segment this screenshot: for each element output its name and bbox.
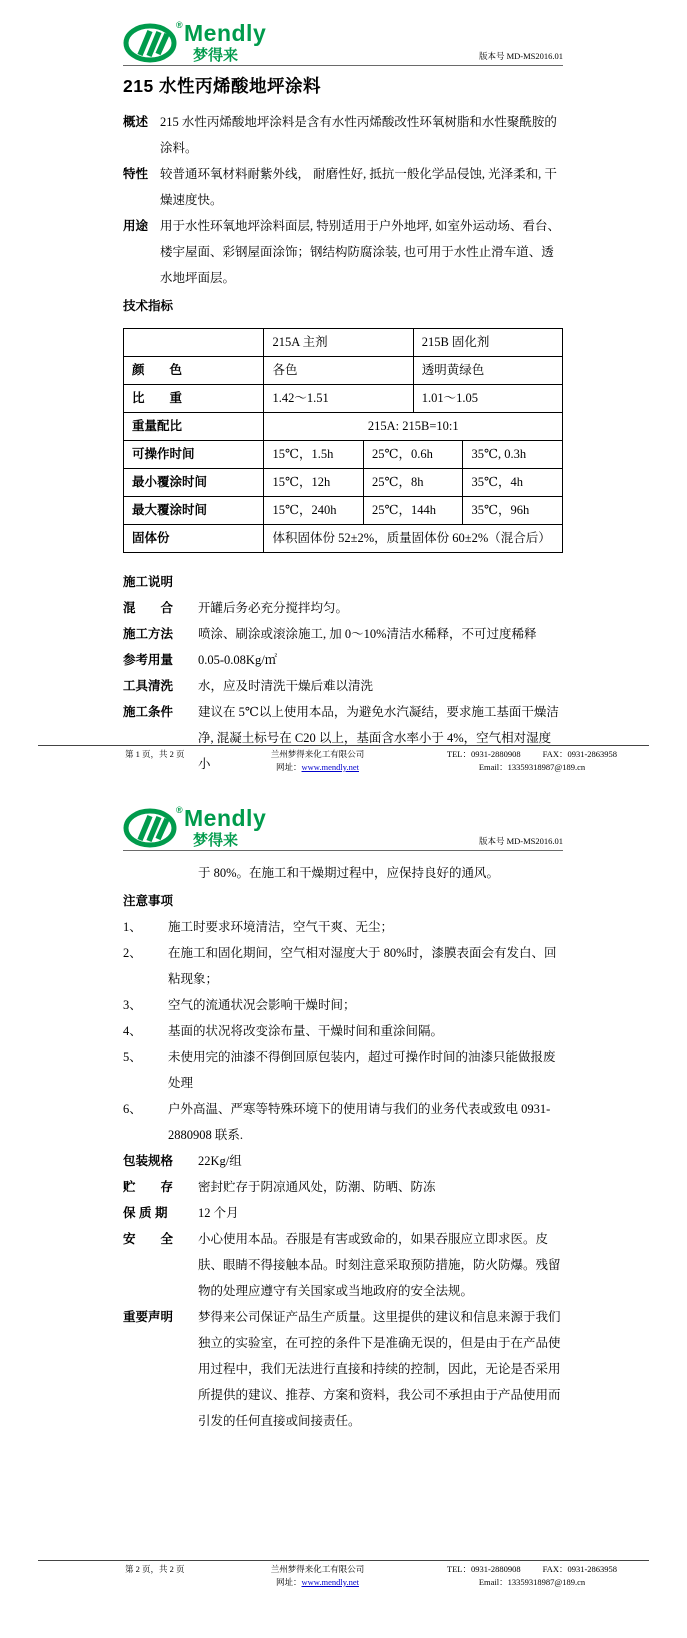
section-text: 较普通环氧材料耐紫外线， 耐磨性好, 抵抗一般化学品侵蚀, 光泽柔和, 干燥速度快。: [160, 167, 557, 207]
precautions-heading: 注意事项: [123, 894, 174, 908]
page-footer: [38, 745, 649, 773]
logo-wordmark: Mendly: [184, 20, 267, 46]
item-number: 4、: [123, 1024, 142, 1038]
document-page-1: [0, 0, 687, 779]
item-label: 包装规格: [123, 1154, 174, 1168]
table-row-label: 最小覆涂时间: [124, 469, 264, 497]
item-text: 喷涂、刷涂或滚涂施工, 加 0～10%清洁水稀释，不可过度稀释: [198, 627, 537, 641]
table-cell: 15℃，240h: [264, 497, 364, 525]
fax-number: FAX：0931-2863958: [542, 749, 618, 759]
table-cell: 215A: 215B=10:1: [264, 413, 563, 441]
table-cell: 体积固体份 52±2%，质量固体份 60±2%（混合后）: [264, 525, 563, 553]
mendly-logo: [123, 18, 283, 64]
logo-chinese-name: 梦得来: [193, 832, 239, 849]
table-cell: 25℃，144h: [363, 497, 463, 525]
table-cell: 透明黄绿色: [413, 357, 562, 385]
item-text: 22Kg/组: [198, 1154, 242, 1168]
tech-specs-heading: 技术指标: [123, 299, 174, 313]
version-label: 版本号 MD-MS2016.01: [478, 836, 563, 846]
page-number: 第 1 页，共 2 页: [125, 749, 185, 759]
construction-item-dosage: [123, 647, 563, 673]
table-row: [124, 441, 563, 469]
logo-wordmark: Mendly: [184, 805, 267, 831]
table-cell: 15℃，1.5h: [264, 441, 364, 469]
section-label: 特性: [123, 167, 149, 181]
spec-packaging: [123, 1148, 563, 1174]
item-number: 2、: [123, 946, 142, 960]
email-address: Email：13359318987@189.cn: [478, 761, 586, 772]
table-row: [124, 497, 563, 525]
item-number: 3、: [123, 998, 142, 1012]
item-number: 5、: [123, 1050, 142, 1064]
website-label: 网址：: [276, 761, 302, 772]
table-row-label: 重量配比: [124, 413, 264, 441]
item-label: 混 合: [123, 601, 174, 615]
item-text: 基面的状况将改变涂布量、干燥时间和重涂间隔。: [168, 1024, 444, 1038]
tel-number: TEL：0931-2880908: [446, 1564, 521, 1574]
table-cell: 各色: [264, 357, 413, 385]
item-text: 施工时要求环境清洁，空气干爽、无尘；: [168, 920, 394, 934]
tel-number: TEL：0931-2880908: [446, 749, 521, 759]
item-text: 水，应及时清洗干燥后难以清洗: [198, 679, 374, 693]
table-cell-215b-header: 215B 固化剂: [413, 329, 562, 357]
section-text: 用于水性环氧地坪涂料面层, 特别适用于户外地坪, 如室外运动场、看台、楼宇屋面、彩钢屋面涂饰；钢结构防腐涂装, 也可用于水性止滑车道、透水地坪面层。: [160, 219, 561, 285]
item-label: 安 全: [123, 1232, 174, 1246]
item-label: 重要声明: [123, 1310, 174, 1324]
item-label: 工具清洗: [123, 679, 174, 693]
construction-heading: 施工说明: [123, 575, 174, 589]
logo-chinese-name: 梦得来: [193, 47, 239, 64]
section-label: 用途: [123, 219, 149, 233]
item-number: 6、: [123, 1102, 142, 1116]
item-label: 参考用量: [123, 653, 174, 667]
table-row: [124, 385, 563, 413]
table-cell: 1.42～1.51: [264, 385, 413, 413]
page-footer: [38, 1560, 649, 1588]
table-cell: 1.01～1.05: [413, 385, 562, 413]
logo-stripes-icon: [140, 31, 167, 56]
table-row-label: 最大覆涂时间: [124, 497, 264, 525]
table-cell: 35℃, 0.3h: [463, 441, 563, 469]
document-page-2: [0, 779, 687, 1638]
section-text: 215 水性丙烯酸地坪涂料是含有水性丙烯酸改性环氧树脂和水性聚酰胺的涂料。: [160, 115, 557, 155]
item-text: 建议在 5℃以上使用本品，为避免水汽凝结，要求施工基面干燥洁净, 混凝土标号在 C20 以上，基面含水率小于 4%，空气相对湿度小: [198, 705, 559, 771]
item-text: 0.05-0.08Kg/㎡: [198, 653, 278, 667]
item-text: 12 个月: [198, 1206, 239, 1220]
table-row: [124, 413, 563, 441]
table-row: [124, 357, 563, 385]
website-link[interactable]: www.mendly.net: [301, 1576, 359, 1587]
company-name: 兰州梦得来化工有限公司: [270, 1564, 365, 1574]
table-cell: 35℃，4h: [463, 469, 563, 497]
table-cell-215a-header: 215A 主剂: [264, 329, 413, 357]
page-number: 第 2 页，共 2 页: [125, 1564, 185, 1574]
item-text: 未使用完的油漆不得倒回原包装内，超过可操作时间的油漆只能做报废处理: [168, 1050, 556, 1090]
table-cell: 25℃，8h: [363, 469, 463, 497]
website-label: 网址：: [276, 1576, 302, 1587]
continuation-text: 于 80%。在施工和干燥期过程中，应保持良好的通风。: [198, 866, 500, 880]
precaution-item: [123, 1044, 563, 1096]
item-label: 施工条件: [123, 705, 174, 719]
precaution-item: [123, 1018, 563, 1044]
item-text: 空气的流通状况会影响干燥时间；: [168, 998, 356, 1012]
item-label: 贮 存: [123, 1180, 174, 1194]
spec-storage: [123, 1174, 563, 1200]
table-cell: [124, 329, 264, 357]
spec-safety: [123, 1226, 563, 1304]
item-label: 施工方法: [123, 627, 174, 641]
table-row: [124, 525, 563, 553]
precaution-item: [123, 940, 563, 992]
page-header: [123, 779, 563, 851]
table-cell: 15℃，12h: [264, 469, 364, 497]
section-usage: [123, 213, 563, 291]
construction-item-cleaning: [123, 673, 563, 699]
table-cell: 35℃，96h: [463, 497, 563, 525]
section-features: [123, 161, 563, 213]
registered-mark: ®: [176, 20, 183, 30]
item-text: 开罐后务必充分搅拌均匀。: [198, 601, 349, 615]
version-label: 版本号 MD-MS2016.01: [478, 51, 563, 61]
construction-item-method: [123, 621, 563, 647]
website-link[interactable]: www.mendly.net: [301, 761, 359, 772]
precaution-item: [123, 914, 563, 940]
section-overview: [123, 109, 563, 161]
fax-number: FAX：0931-2863958: [542, 1564, 618, 1574]
item-text: 梦得来公司保证产品生产质量。这里提供的建议和信息来源于我们独立的实验室，在可控的条件下是准确无误的，但是由于在产品使用过程中，我们无法进行直接和持续的控制，因此，无论是否采用所提供的建议、推荐、方案和资料，我公司不承担由于产品使用而引发的任何直接或间接责任。: [198, 1310, 561, 1428]
precaution-item: [123, 992, 563, 1018]
construction-item-mixing: [123, 595, 563, 621]
spec-disclaimer: [123, 1304, 563, 1434]
item-text: 小心使用本品。吞服是有害或致命的，如果吞服应立即求医。皮肤、眼睛不得接触本品。时刻注意采取预防措施，防火防爆。残留物的处理应遵守有关国家或当地政府的安全法规。: [198, 1232, 561, 1298]
mendly-logo: [123, 803, 283, 849]
item-text: 密封贮存于阴凉通风处，防潮、防晒、防冻: [198, 1180, 436, 1194]
document-title: 215 水性丙烯酸地坪涂料: [123, 76, 322, 96]
logo-stripes-icon: [140, 816, 167, 841]
tech-specs-table: [123, 328, 563, 553]
page-header: [123, 0, 563, 66]
table-row-label: 固体份: [124, 525, 264, 553]
email-address: Email：13359318987@189.cn: [478, 1576, 586, 1587]
item-label: 保 质 期: [123, 1206, 168, 1220]
section-label: 概述: [123, 115, 149, 129]
table-row-label: 可操作时间: [124, 441, 264, 469]
company-name: 兰州梦得来化工有限公司: [270, 749, 365, 759]
registered-mark: ®: [176, 805, 183, 815]
item-text: 户外高温、严寒等特殊环境下的使用请与我们的业务代表或致电 0931-2880908 联系.: [168, 1102, 551, 1142]
table-row-label: 颜 色: [124, 357, 264, 385]
table-cell: 25℃，0.6h: [363, 441, 463, 469]
spec-shelf-life: [123, 1200, 563, 1226]
item-text: 在施工和固化期间，空气相对湿度大于 80%时，漆膜表面会有发白、回粘现象；: [168, 946, 557, 986]
table-row: [124, 329, 563, 357]
item-number: 1、: [123, 920, 142, 934]
table-row: [124, 469, 563, 497]
table-row-label: 比 重: [124, 385, 264, 413]
precaution-item: [123, 1096, 563, 1148]
